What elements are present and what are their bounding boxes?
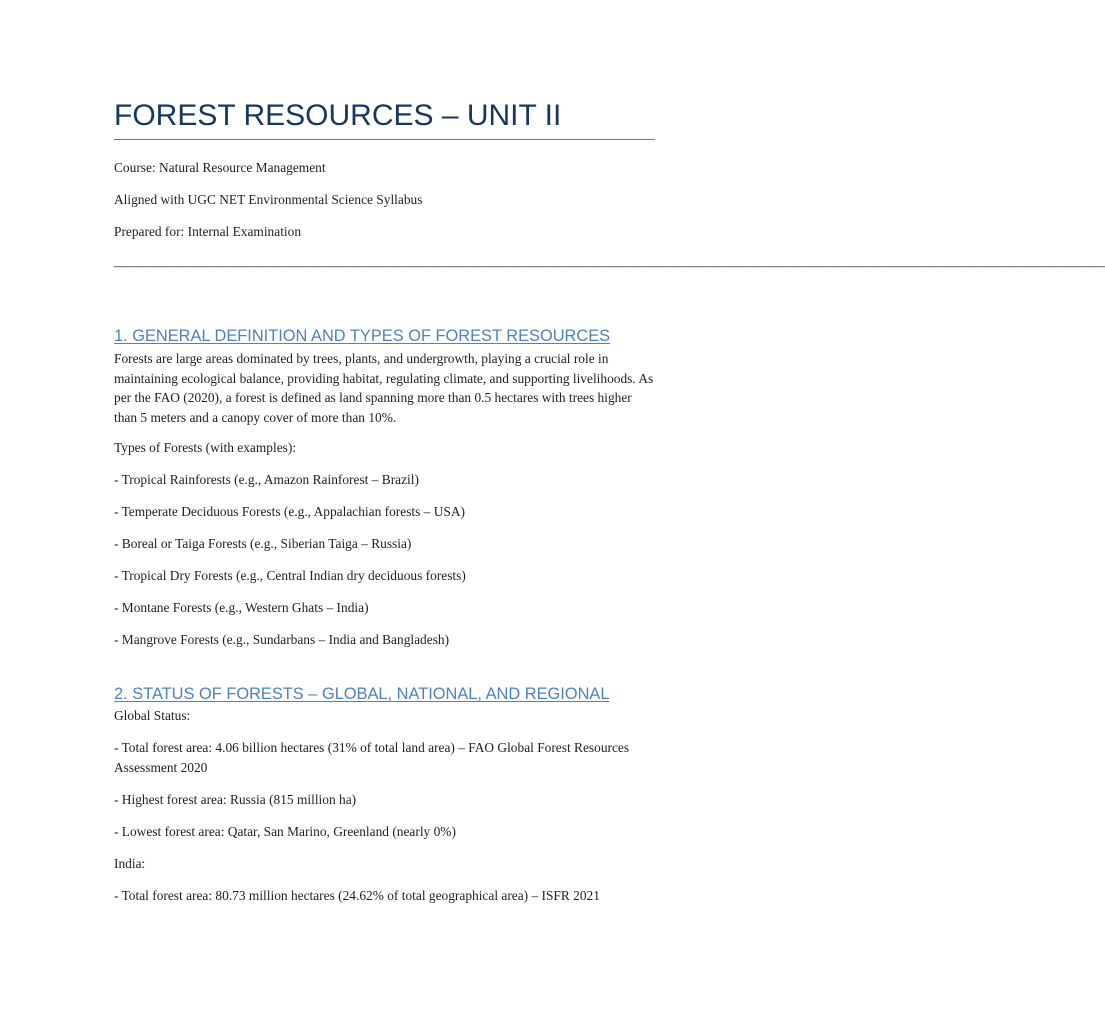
list-item-global-status: - Total forest area: 4.06 billion hectares (31% of total land area) – FAO Global Forest Resources Assessment 2020: [114, 740, 630, 775]
section-1-heading: 1. GENERAL DEFINITION AND TYPES OF FOREST RESOURCES: [114, 327, 611, 345]
document-title: FOREST RESOURCES – UNIT II: [114, 99, 562, 132]
list-item-india-status: - Total forest area: 80.73 million hectares (24.62% of total geographical area) – ISFR 2021: [114, 888, 600, 903]
list-item-forest-type: - Tropical Dry Forests (e.g., Central Indian dry deciduous forests): [114, 568, 466, 583]
list-item-forest-type: - Tropical Rainforests (e.g., Amazon Rainforest – Brazil): [114, 472, 419, 487]
course-line: Course: Natural Resource Management: [114, 160, 326, 175]
list-item-forest-type: - Montane Forests (e.g., Western Ghats – India): [114, 600, 369, 615]
india-status-label: India:: [114, 856, 146, 871]
list-item-forest-type: - Mangrove Forests (e.g., Sundarbans – India and Bangladesh): [114, 632, 450, 647]
separator-line: ——————————————————————————————————————————————————————————————————————————: [114, 258, 1105, 273]
list-item-forest-type: - Temperate Deciduous Forests (e.g., Appalachian forests – USA): [114, 504, 465, 519]
section-2-heading: 2. STATUS OF FORESTS – GLOBAL, NATIONAL, AND REGIONAL: [114, 685, 610, 703]
list-item-forest-type: - Boreal or Taiga Forests (e.g., Siberian Taiga – Russia): [114, 536, 412, 551]
prepared-line: Prepared for: Internal Examination: [114, 224, 302, 239]
global-status-label: Global Status:: [114, 708, 191, 723]
title-underline-rule: [114, 139, 655, 140]
section-1-intro-paragraph: Forests are large areas dominated by trees, plants, and undergrowth, playing a crucial role in maintaining ecological balance, providing habitat, regulating climate, and supporting livelihoods. As per the FAO (2020), a forest is defined as land spanning more than 0.5 hectares with trees higher than 5 meters and a canopy cover of more than 10%.: [114, 351, 654, 425]
syllabus-line: Aligned with UGC NET Environmental Science Syllabus: [114, 192, 423, 207]
list-item-global-status: - Lowest forest area: Qatar, San Marino, Greenland (nearly 0%): [114, 824, 456, 839]
forest-types-label: Types of Forests (with examples):: [114, 440, 297, 455]
list-item-global-status: - Highest forest area: Russia (815 million ha): [114, 792, 357, 807]
